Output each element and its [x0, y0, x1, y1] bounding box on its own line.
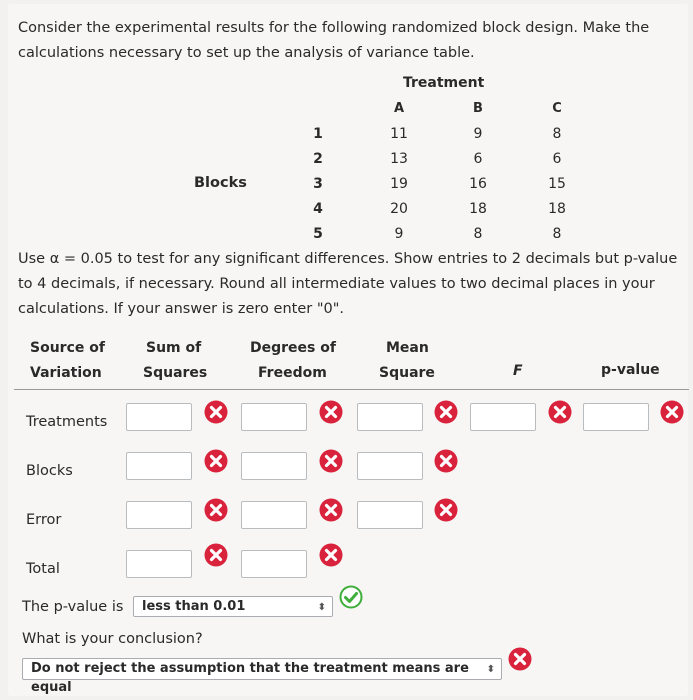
cell-value: 11 — [390, 126, 408, 142]
row-label-total: Total — [26, 561, 60, 577]
incorrect-icon — [434, 498, 458, 522]
error-df-input[interactable] — [241, 501, 307, 529]
cell-value: 9 — [473, 126, 483, 142]
block-number: 2 — [313, 151, 323, 167]
select-arrows-icon: ⬍ — [486, 664, 495, 675]
correct-check-icon — [339, 585, 363, 609]
instructions-line-3: calculations. If your answer is zero enter "0". — [18, 301, 345, 317]
error-ss-input[interactable] — [126, 501, 192, 529]
cell-value: 9 — [394, 226, 404, 242]
conclusion-select[interactable] — [22, 658, 502, 695]
header-df-line1: Degrees of — [250, 340, 336, 356]
blocks-df-input[interactable] — [241, 452, 307, 480]
error-ms-input[interactable] — [357, 501, 423, 529]
pvalue-selected-value: less than 0.01 — [142, 599, 246, 614]
row-label-treatments: Treatments — [26, 414, 108, 430]
instructions-line-1: Use α = 0.05 to test for any significant differences. Show entries to 2 decimals but p-value — [18, 251, 678, 267]
total-df-input[interactable] — [241, 550, 307, 578]
col-header-c: C — [552, 101, 562, 116]
header-ss-line1: Sum of — [146, 340, 202, 356]
col-header-b: B — [473, 101, 483, 116]
pvalue-select[interactable] — [133, 596, 333, 617]
header-divider — [14, 389, 689, 390]
select-arrows-icon: ⬍ — [317, 602, 326, 613]
cell-value: 8 — [552, 126, 562, 142]
cell-value: 13 — [390, 151, 408, 167]
incorrect-icon — [204, 543, 228, 567]
treatments-ms-input[interactable] — [357, 403, 423, 431]
header-source-line1: Source of — [30, 340, 105, 356]
incorrect-icon — [204, 498, 228, 522]
conclusion-selected-value: Do not reject the assumption that the treatment means are equal — [31, 661, 469, 695]
incorrect-icon — [319, 498, 343, 522]
header-ms-line2: Square — [379, 365, 435, 381]
cell-value: 8 — [473, 226, 483, 242]
incorrect-icon — [660, 400, 684, 424]
treatments-df-input[interactable] — [241, 403, 307, 431]
cell-value: 18 — [469, 201, 487, 217]
incorrect-icon — [204, 449, 228, 473]
incorrect-icon — [434, 400, 458, 424]
cell-value: 6 — [552, 151, 562, 167]
treatments-ss-input[interactable] — [126, 403, 192, 431]
col-header-a: A — [393, 101, 405, 116]
treatment-header: Treatment — [403, 75, 485, 91]
pvalue-prefix: The p-value is — [22, 599, 124, 615]
header-source-line2: Variation — [30, 365, 102, 381]
treatments-f-input[interactable] — [470, 403, 536, 431]
cell-value: 18 — [548, 201, 566, 217]
question-line-2: calculations necessary to set up the analysis of variance table. — [18, 45, 475, 61]
row-label-error: Error — [26, 512, 62, 528]
incorrect-icon — [434, 449, 458, 473]
treatments-p-value-input[interactable] — [583, 403, 649, 431]
incorrect-icon — [319, 400, 343, 424]
cell-value: 20 — [390, 201, 408, 217]
incorrect-icon — [508, 647, 532, 671]
cell-value: 8 — [552, 226, 562, 242]
blocks-ss-input[interactable] — [126, 452, 192, 480]
row-label-blocks: Blocks — [26, 463, 73, 479]
instructions-line-2: to 4 decimals, if necessary. Round all intermediate values to two decimal places in your — [18, 276, 655, 292]
cell-value: 15 — [548, 176, 566, 192]
incorrect-icon — [319, 543, 343, 567]
header-ss-line2: Squares — [143, 365, 208, 381]
cell-value: 19 — [390, 176, 408, 192]
total-ss-input[interactable] — [126, 550, 192, 578]
header-f: F — [513, 363, 523, 379]
conclusion-question: What is your conclusion? — [22, 631, 203, 647]
incorrect-icon — [204, 400, 228, 424]
blocks-ms-input[interactable] — [357, 452, 423, 480]
header-p-value: p-value — [601, 362, 660, 378]
incorrect-icon — [548, 400, 572, 424]
cell-value: 6 — [473, 151, 483, 167]
incorrect-icon — [319, 449, 343, 473]
question-line-1: Consider the experimental results for the following randomized block design. Make the — [18, 20, 650, 36]
block-number: 1 — [313, 126, 323, 142]
blocks-label: Blocks — [194, 175, 247, 191]
block-number: 5 — [313, 226, 323, 242]
header-df-line2: Freedom — [258, 365, 327, 381]
block-number: 4 — [313, 201, 323, 217]
cell-value: 16 — [469, 176, 487, 192]
header-ms-line1: Mean — [386, 340, 429, 356]
block-number: 3 — [313, 176, 323, 192]
